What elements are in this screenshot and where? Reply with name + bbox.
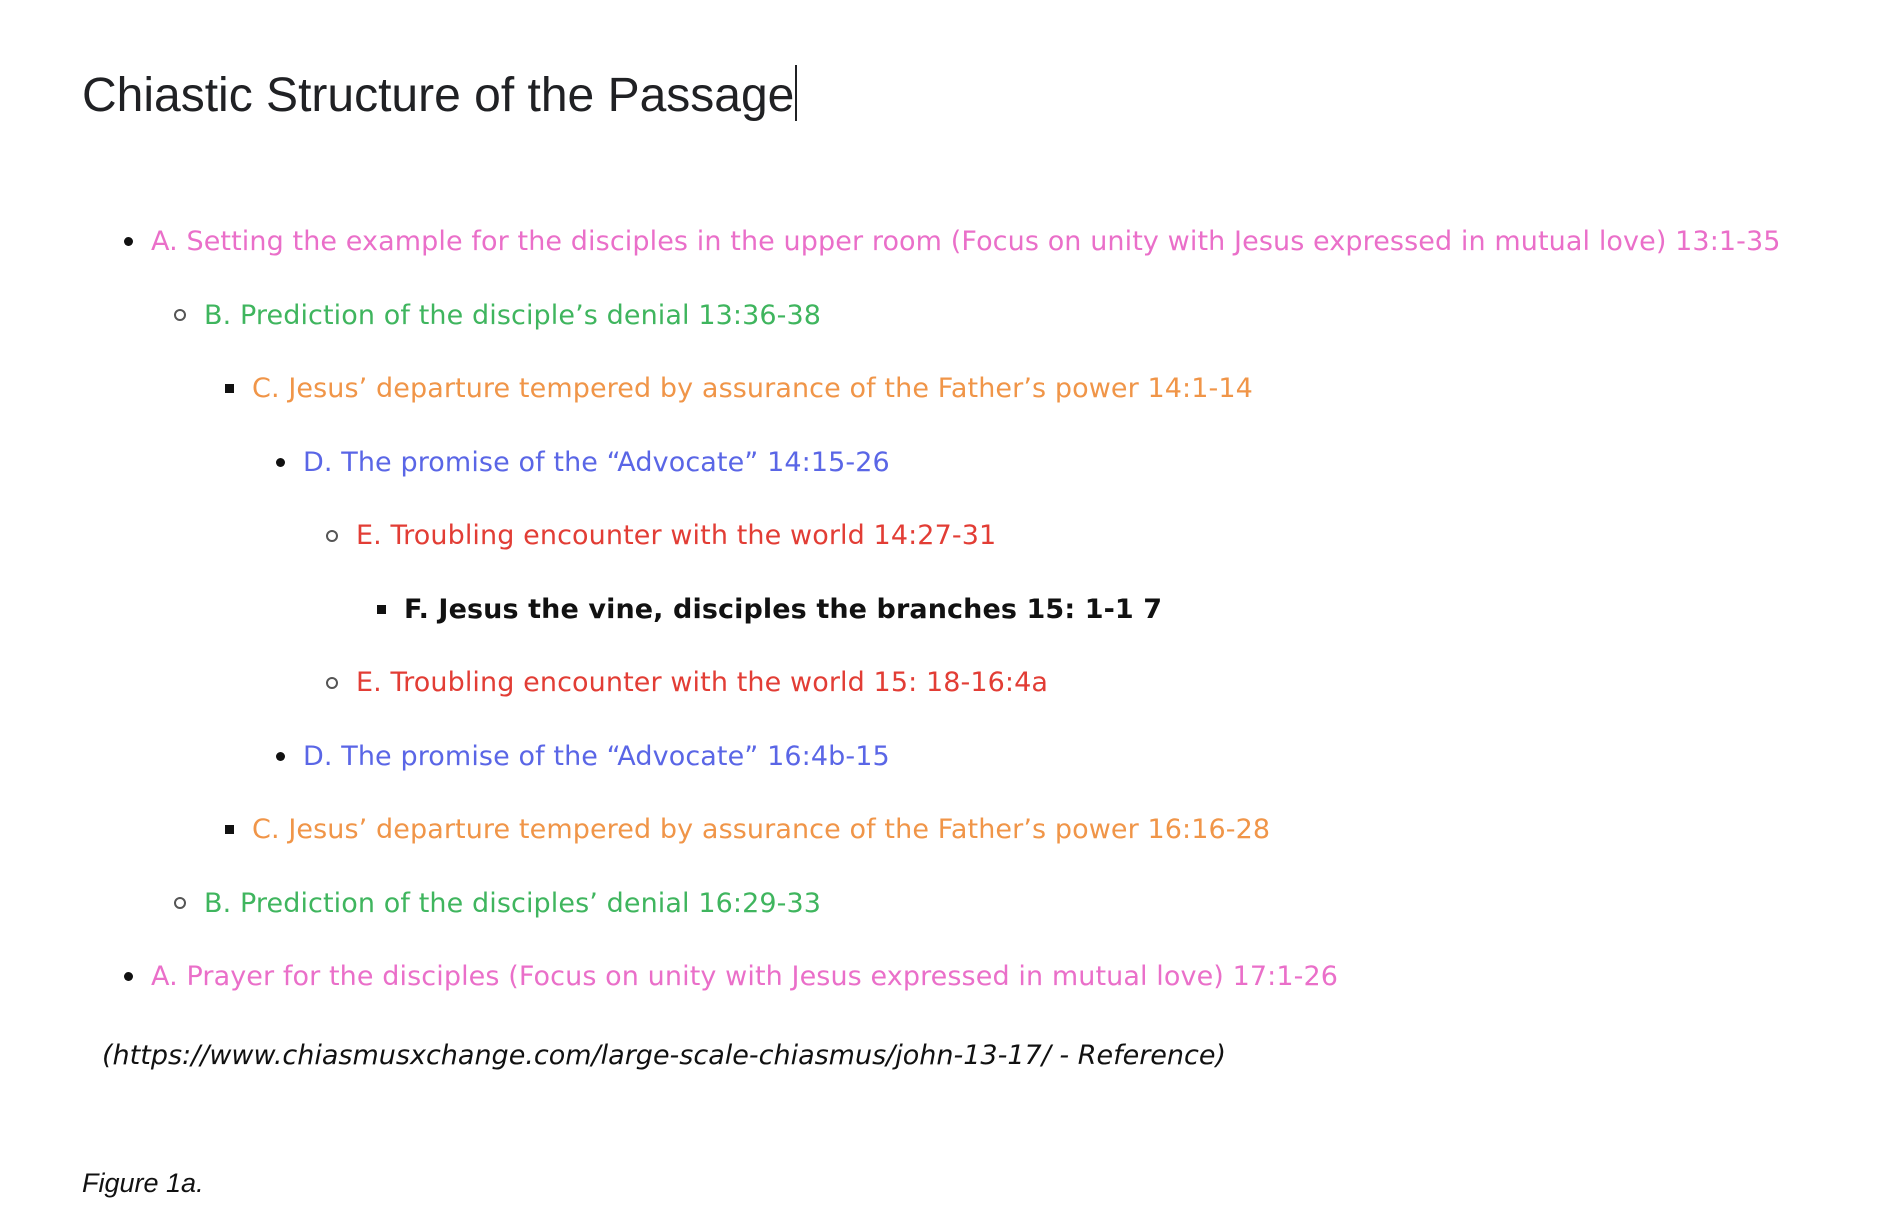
outline-item-text: D. The promise of the “Advocate” 16:4b-15 [303,740,890,772]
outline-item-text: A. Setting the example for the disciples in the upper room (Focus on unity with Jesus expressed in mutual love) 13:1-35 [151,226,1781,258]
square-bullet-icon [225,825,234,834]
circle-bullet-icon [174,897,186,909]
outline-item-e-close[interactable] [0,646,1881,720]
circle-bullet-icon [326,677,338,689]
circle-bullet-icon [326,530,338,542]
document-title-text: Chiastic Structure of the Passage [82,69,795,122]
outline-item-text: C. Jesus’ departure tempered by assurance of the Father’s power 14:1-14 [252,373,1253,405]
outline-item-c-close[interactable] [0,793,1881,867]
reference-citation[interactable]: (https://www.chiasmusxchange.com/large-scale-chiasmus/john-13-17/ - Reference) [102,1040,1227,1071]
chiasm-outline [0,205,1881,1014]
outline-item-b-open[interactable] [0,279,1881,353]
outline-item-a-open[interactable] [0,205,1881,279]
outline-item-a-close[interactable] [0,940,1881,1014]
circle-bullet-icon [174,309,186,321]
disc-bullet-icon [124,972,133,981]
outline-item-b-close[interactable] [0,867,1881,941]
outline-item-d-open[interactable] [0,426,1881,500]
outline-item-text: E. Troubling encounter with the world 14:27-31 [356,520,997,552]
outline-item-text: F. Jesus the vine, disciples the branches 15: 1-1 7 [404,593,1163,625]
outline-item-text: E. Troubling encounter with the world 15: 18-16:4a [356,667,1049,699]
figure-caption[interactable]: Figure 1a. [82,1168,204,1198]
outline-item-text: D. The promise of the “Advocate” 14:15-26 [303,446,890,478]
outline-item-text: B. Prediction of the disciple’s denial 13:36-38 [204,299,822,331]
outline-item-c-open[interactable] [0,352,1881,426]
disc-bullet-icon [124,237,133,246]
outline-item-d-close[interactable] [0,720,1881,794]
outline-item-f-center[interactable] [0,573,1881,647]
disc-bullet-icon [276,458,285,467]
square-bullet-icon [377,605,386,614]
disc-bullet-icon [276,752,285,761]
outline-item-text: B. Prediction of the disciples’ denial 16:29-33 [204,887,822,919]
text-cursor [795,65,797,121]
document-title[interactable] [82,64,797,128]
square-bullet-icon [225,384,234,393]
outline-item-e-open[interactable] [0,499,1881,573]
outline-item-text: A. Prayer for the disciples (Focus on unity with Jesus expressed in mutual love) 17:1-26 [151,961,1339,993]
outline-item-text: C. Jesus’ departure tempered by assurance of the Father’s power 16:16-28 [252,814,1271,846]
